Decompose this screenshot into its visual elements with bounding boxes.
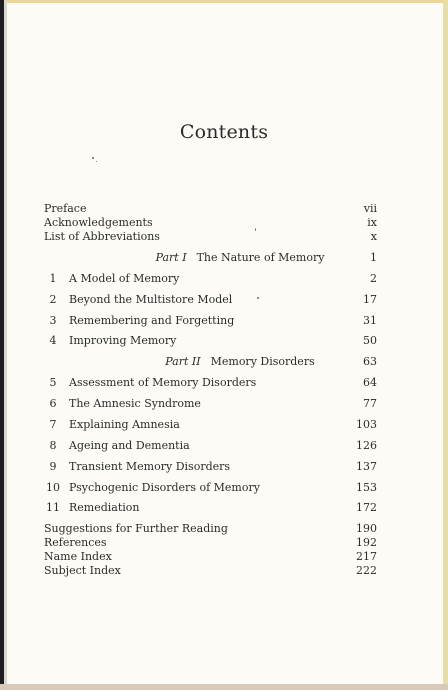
toc-chapter-6[interactable] bbox=[44, 396, 377, 412]
paper-speck bbox=[92, 157, 94, 159]
chapter-title: Transient Memory Disorders bbox=[69, 460, 231, 473]
entry-page: 63 bbox=[363, 355, 377, 368]
entry-label: Acknowledgements bbox=[44, 216, 153, 229]
toc-chapter-3[interactable] bbox=[44, 313, 377, 329]
entry-page: 31 bbox=[363, 314, 377, 327]
entry-page: 190 bbox=[356, 522, 377, 535]
entry-page: 103 bbox=[356, 418, 377, 431]
entry-page: 50 bbox=[363, 334, 377, 347]
toc-entry-subject-index[interactable] bbox=[44, 563, 377, 579]
toc-chapter-2[interactable] bbox=[44, 292, 377, 308]
chapter-title: Remembering and Forgetting bbox=[69, 314, 235, 327]
contents-heading: Contents bbox=[179, 121, 269, 143]
chapter-title: Remediation bbox=[69, 501, 140, 514]
chapter-title: Improving Memory bbox=[69, 334, 177, 347]
entry-page: 77 bbox=[363, 397, 377, 410]
chapter-number: 9 bbox=[49, 460, 57, 473]
toc-chapter-11[interactable] bbox=[44, 500, 377, 516]
entry-page: 153 bbox=[356, 481, 377, 494]
entry-label: References bbox=[44, 536, 107, 549]
page-gutter-shadow bbox=[4, 0, 7, 690]
entry-page: 1 bbox=[370, 251, 377, 264]
chapter-number: 8 bbox=[49, 439, 57, 452]
chapter-title: Psychogenic Disorders of Memory bbox=[69, 481, 260, 494]
part-title: The Nature of Memory bbox=[196, 251, 325, 264]
entry-page: x bbox=[370, 230, 377, 243]
entry-page: 126 bbox=[356, 439, 377, 452]
entry-page: 192 bbox=[356, 536, 377, 549]
toc-chapter-9[interactable] bbox=[44, 459, 377, 475]
chapter-title: Explaining Amnesia bbox=[69, 418, 180, 431]
entry-page: vii bbox=[363, 202, 377, 215]
chapter-number: 2 bbox=[49, 293, 57, 306]
chapter-number: 11 bbox=[46, 501, 60, 514]
entry-page: ix bbox=[367, 216, 377, 229]
chapter-title: Ageing and Dementia bbox=[69, 439, 190, 452]
entry-page: 2 bbox=[370, 272, 377, 285]
page-bottom-edge bbox=[0, 684, 448, 690]
chapter-number: 5 bbox=[49, 376, 57, 389]
chapter-title: Beyond the Multistore Model bbox=[69, 293, 233, 306]
page-right-edge bbox=[443, 0, 448, 690]
entry-page: 217 bbox=[356, 550, 377, 563]
toc-chapter-10[interactable] bbox=[44, 480, 377, 496]
entry-page: 172 bbox=[356, 501, 377, 514]
part-label: Part II bbox=[165, 355, 201, 368]
entry-label: List of Abbreviations bbox=[44, 230, 160, 243]
chapter-title: A Model of Memory bbox=[69, 272, 180, 285]
part-title: Memory Disorders bbox=[210, 355, 315, 368]
entry-label: Preface bbox=[44, 202, 87, 215]
toc-chapter-7[interactable] bbox=[44, 417, 377, 433]
chapter-title: The Amnesic Syndrome bbox=[69, 397, 201, 410]
entry-page: 64 bbox=[363, 376, 377, 389]
chapter-number: 3 bbox=[49, 314, 57, 327]
entry-label: Subject Index bbox=[44, 564, 121, 577]
page-top-edge bbox=[0, 0, 448, 3]
entry-label: Suggestions for Further Reading bbox=[44, 522, 228, 535]
entry-label: Name Index bbox=[44, 550, 112, 563]
part-page-2 bbox=[44, 354, 377, 370]
chapter-number: 7 bbox=[49, 418, 57, 431]
toc-chapter-1[interactable] bbox=[44, 271, 377, 287]
chapter-title: Assessment of Memory Disorders bbox=[69, 376, 257, 389]
toc-chapter-8[interactable] bbox=[44, 438, 377, 454]
toc-chapter-5[interactable] bbox=[44, 375, 377, 391]
chapter-number: 6 bbox=[49, 397, 57, 410]
chapter-number: 4 bbox=[49, 334, 57, 347]
part-label: Part I bbox=[155, 251, 187, 264]
entry-page: 222 bbox=[356, 564, 377, 577]
entry-page: 17 bbox=[363, 293, 377, 306]
toc-chapter-4[interactable] bbox=[44, 333, 377, 349]
part-page-1 bbox=[44, 250, 377, 266]
paper-speck bbox=[96, 161, 97, 162]
chapter-number: 10 bbox=[46, 481, 60, 494]
chapter-number: 1 bbox=[49, 272, 57, 285]
entry-page: 137 bbox=[356, 460, 377, 473]
toc-entry-abbreviations[interactable] bbox=[44, 229, 377, 245]
